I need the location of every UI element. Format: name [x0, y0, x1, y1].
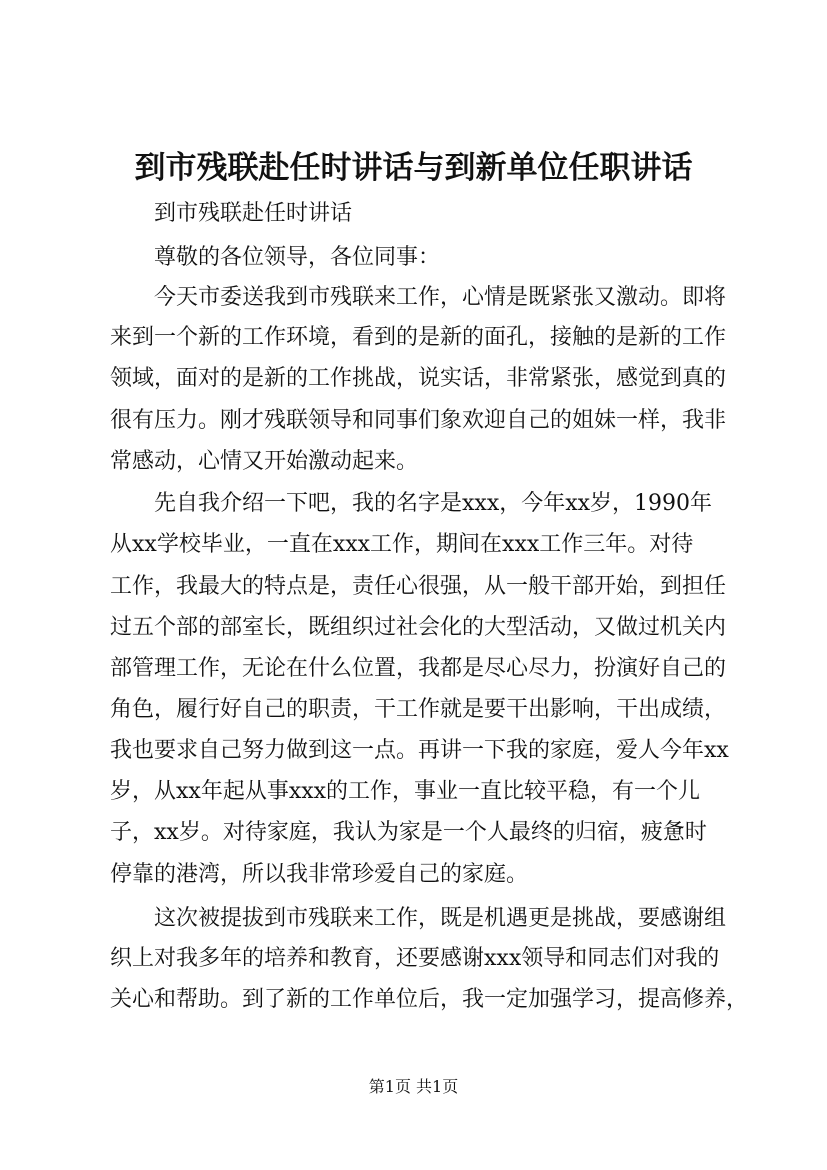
text-line: 过五个部的部室长，既组织过社会化的大型活动，又做过机关内: [110, 615, 727, 640]
text-line: 我也要求自己努力做到这一点。再讲一下我的家庭，爱人今年xx: [110, 738, 729, 763]
text-line: 今天市委送我到市残联来工作，心情是既紧张又激动。即将: [154, 285, 727, 310]
text-line: 部管理工作，无论在什么位置，我都是尽心尽力，扮演好自己的: [110, 656, 727, 681]
text-line: 很有压力。刚才残联领导和同事们象欢迎自己的姐妹一样，我非: [110, 408, 727, 433]
document-title: 到市残联赴任时讲话与到新单位任职讲话: [134, 150, 693, 186]
text-line: 领域，面对的是新的工作挑战，说实话，非常紧张，感觉到真的: [110, 366, 727, 391]
text-line: 工作，我最大的特点是，责任心很强，从一般干部开始，到担任: [110, 574, 727, 599]
text-line: 子，xx岁。对待家庭，我认为家是一个人最终的归宿，疲惫时: [110, 820, 707, 845]
text-line: 从xx学校毕业，一直在xxx工作，期间在xxx工作三年。对待: [110, 532, 694, 557]
text-line: 先自我介绍一下吧，我的名字是xxx，今年xx岁，1990年: [154, 491, 713, 516]
text-line-salutation: 尊敬的各位领导，各位同事：: [154, 245, 441, 270]
text-line: 岁，从xx年起从事xxx的工作，事业一直比较平稳，有一个儿: [110, 779, 701, 804]
document-subtitle: 到市残联赴任时讲话: [154, 201, 353, 226]
text-line: 常感动，心情又开始激动起来。: [110, 449, 419, 474]
text-line: 织上对我多年的培养和教育，还要感谢xxx领导和同志们对我的: [110, 946, 720, 971]
text-line: 这次被提拔到市残联来工作，既是机遇更是挑战，要感谢组: [154, 906, 727, 931]
text-line: 角色，履行好自己的职责，干工作就是要干出影响，干出成绩，: [110, 697, 727, 722]
page-footer: 第1页 共1页: [368, 1077, 459, 1096]
text-line: 停靠的港湾，所以我非常珍爱自己的家庭。: [110, 862, 529, 887]
text-line: 关心和帮助。到了新的工作单位后，我一定加强学习，提高修养，: [110, 987, 749, 1012]
text-line: 来到一个新的工作环境，看到的是新的面孔，接触的是新的工作: [110, 325, 727, 350]
